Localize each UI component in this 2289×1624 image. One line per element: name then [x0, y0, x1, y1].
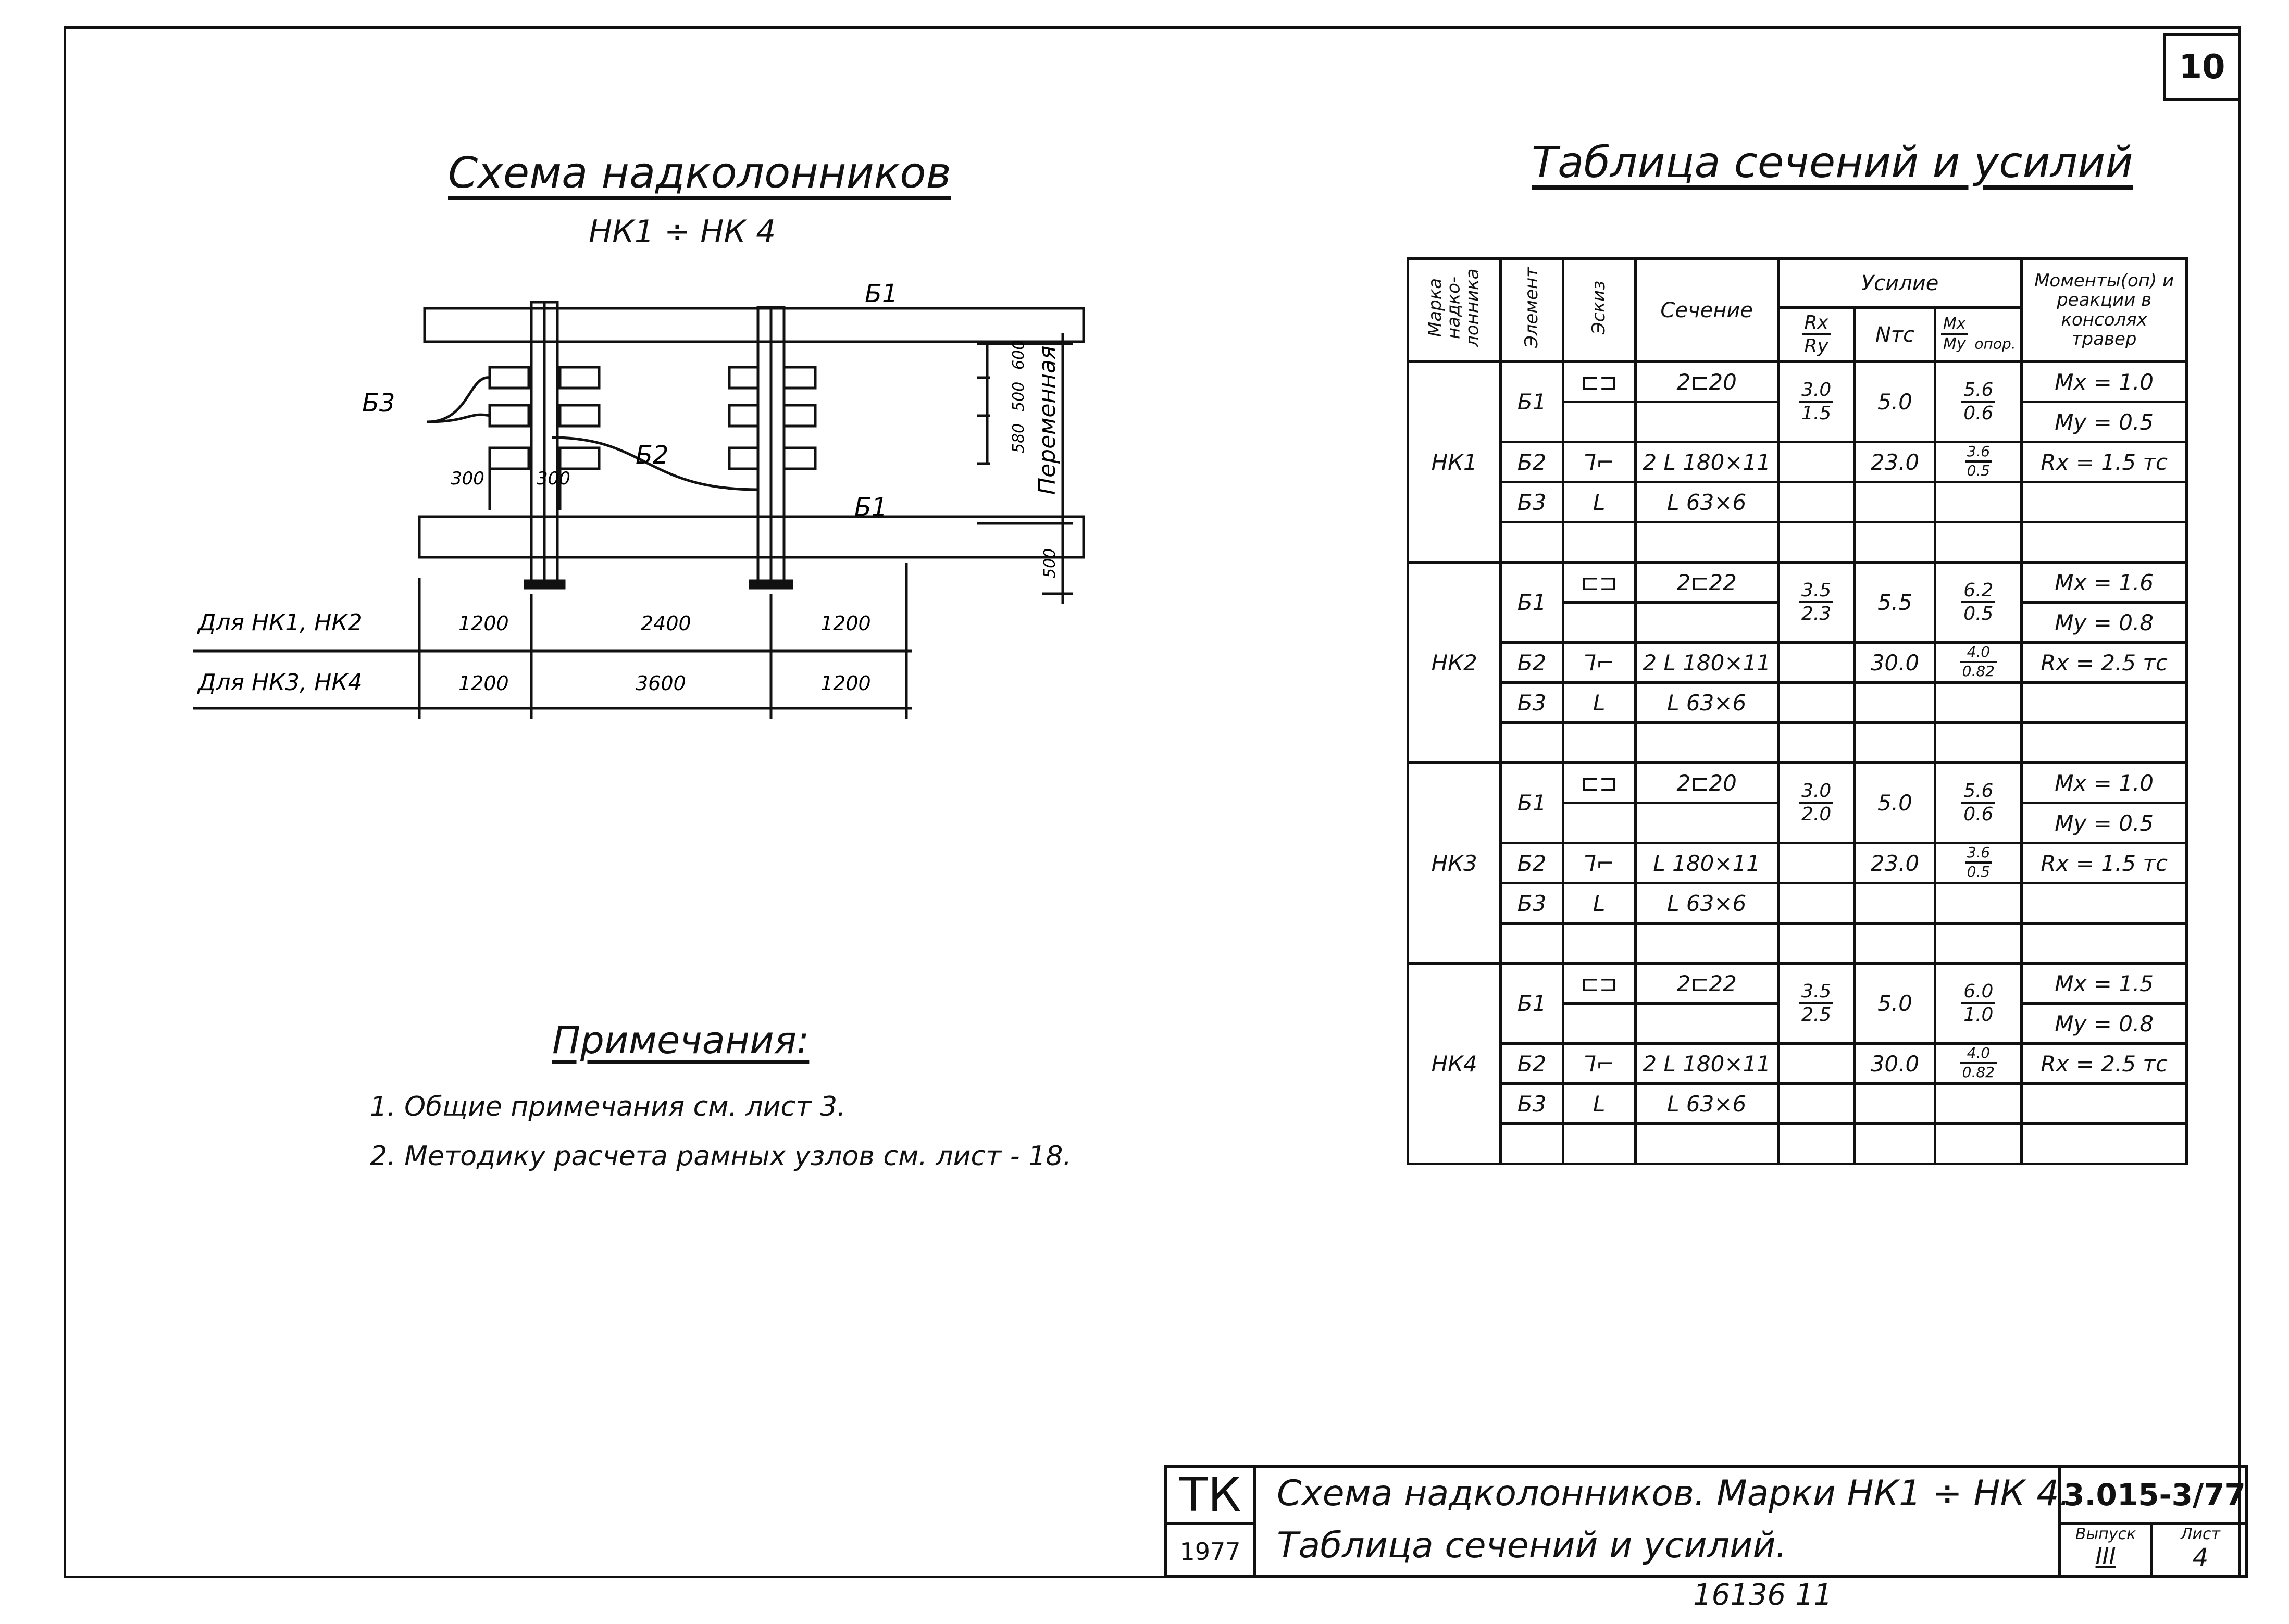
stamp-issue-label: Выпуск	[2075, 1525, 2136, 1543]
th-n: Nтс	[1855, 308, 1935, 362]
nk2-b1-mom1: Mx = 1.6	[2022, 563, 2187, 603]
nk2-b1-n: 5.5	[1855, 563, 1935, 643]
nk1-b3-sec: L 63×6	[1635, 482, 1778, 522]
nk1-b1-sec: 2⊏20	[1635, 362, 1778, 402]
nk1-b1-mom2: My = 0.5	[2022, 402, 2187, 442]
dim-row-1-label: Для НК1, НК2	[198, 609, 363, 636]
nk4-b1-sec: 2⊏22	[1635, 964, 1778, 1004]
nk2-b2-sec: 2 L 180×11	[1635, 643, 1778, 683]
stamp-org: ТК	[1167, 1468, 1256, 1525]
nk2-b2-m: $\frac{4.0}{0.82}$	[1935, 643, 2022, 683]
dim-300-left: 300	[451, 468, 484, 489]
nk1-b2-react: Rx = 1.5 тс	[2022, 442, 2187, 482]
nk3-b3-sec: L 63×6	[1635, 883, 1778, 923]
nk4-b2-m: $\frac{4.0}{0.82}$	[1935, 1044, 2022, 1084]
nk2-b1-r: $\frac{3.5}{2.3}$	[1778, 563, 1855, 643]
label-b1-top: Б1	[865, 279, 898, 308]
nk1-b3-el: Б3	[1501, 482, 1563, 522]
th-mxmy: $\frac{Mx}{My}$ опор.	[1935, 308, 2022, 362]
nk4-b1-mom1: Mx = 1.5	[2022, 964, 2187, 1004]
dim-row-2-c: 1200	[820, 672, 871, 695]
note-1: 1. Общие примечания см. лист 3.	[370, 1091, 846, 1122]
nk4-b1-r: $\frac{3.5}{2.5}$	[1778, 964, 1855, 1044]
nk3-b1-sketch: ⊏⊐	[1563, 763, 1635, 803]
nk1-b1-sketch: ⊏⊐	[1563, 362, 1635, 402]
nk3-b1-n: 5.0	[1855, 763, 1935, 843]
nk3-b2-sec: L 180×11	[1635, 843, 1778, 883]
dim-row-1-b: 2400	[641, 612, 691, 635]
nk4-b1-sketch: ⊏⊐	[1563, 964, 1635, 1004]
nk1-b2-n: 23.0	[1855, 442, 1935, 482]
dim-500: 500	[1010, 381, 1028, 411]
nk4-b1-mom2: My = 0.8	[2022, 1004, 2187, 1044]
footer-number: 16136 11	[1693, 1578, 1833, 1612]
th-mark: Марка надко- лонника	[1408, 259, 1501, 362]
label-b3: Б3	[362, 389, 395, 418]
nk4-b3-sketch: L	[1563, 1084, 1635, 1124]
nk1-b1-n: 5.0	[1855, 362, 1935, 442]
nk3-b2-sketch: ⅂⌐	[1563, 843, 1635, 883]
th-moments: Моменты(оп) и реакции в консолях травер	[2022, 259, 2187, 362]
dim-580: 580	[1010, 423, 1028, 453]
th-element: Элемент	[1501, 259, 1563, 362]
stamp-sheet-label: Лист	[2180, 1525, 2221, 1543]
nk1-b2-m: $\frac{3.6}{0.5}$	[1935, 442, 2022, 482]
nk2-b3-sketch: L	[1563, 683, 1635, 723]
dim-row-1-a: 1200	[458, 612, 509, 635]
nk2-b3-el: Б3	[1501, 683, 1563, 723]
nk1-b1-r: $\frac{3.0}{1.5}$	[1778, 362, 1855, 442]
nk3-b1-mom2: My = 0.5	[2022, 803, 2187, 843]
nk4-b1-el: Б1	[1501, 964, 1563, 1044]
scheme-subtitle: НК1 ÷ НК 4	[589, 214, 776, 250]
nk4-b2-n: 30.0	[1855, 1044, 1935, 1084]
nk4-b1-n: 5.0	[1855, 964, 1935, 1044]
nk2-b3-sec: L 63×6	[1635, 683, 1778, 723]
title-block	[1164, 1465, 2248, 1578]
nk3-b1-r: $\frac{3.0}{2.0}$	[1778, 763, 1855, 843]
stamp-line-2: Таблица сечений и усилий.	[1277, 1525, 1787, 1566]
nk1-b2-el: Б2	[1501, 442, 1563, 482]
nk4-b3-sec: L 63×6	[1635, 1084, 1778, 1124]
stamp-issue: III	[2095, 1543, 2116, 1570]
nk3-b2-react: Rx = 1.5 тс	[2022, 843, 2187, 883]
nk4-b2-sketch: ⅂⌐	[1563, 1044, 1635, 1084]
scheme-drawing	[177, 271, 1094, 719]
nk2-b2-n: 30.0	[1855, 643, 1935, 683]
nk3-b2-n: 23.0	[1855, 843, 1935, 883]
label-b1-bottom: Б1	[854, 493, 888, 522]
th-rxry: $\frac{Rx}{Ry}$	[1778, 308, 1855, 362]
dim-600: 600	[1010, 340, 1028, 370]
sections-table	[1407, 257, 2188, 1165]
nk1-b1-el: Б1	[1501, 362, 1563, 442]
stamp-sheet: 4	[2192, 1543, 2209, 1572]
nk1-b3-sketch: L	[1563, 482, 1635, 522]
mark-nk2: НК2	[1408, 563, 1501, 763]
scheme-title: Схема надколонников	[448, 148, 951, 198]
nk1-b2-sec: 2 L 180×11	[1635, 442, 1778, 482]
nk3-b1-el: Б1	[1501, 763, 1563, 843]
dim-row-2-b: 3600	[636, 672, 686, 695]
nk3-b3-sketch: L	[1563, 883, 1635, 923]
nk1-b1-mom1: Mx = 1.0	[2022, 362, 2187, 402]
dim-row-1-c: 1200	[820, 612, 871, 635]
nk2-b2-sketch: ⅂⌐	[1563, 643, 1635, 683]
nk4-b3-el: Б3	[1501, 1084, 1563, 1124]
stamp-issue-cell	[2058, 1525, 2153, 1578]
nk1-b1-m: $\frac{5.6}{0.6}$	[1935, 362, 2022, 442]
nk3-b2-m: $\frac{3.6}{0.5}$	[1935, 843, 2022, 883]
note-2: 2. Методику расчета рамных узлов см. лист - 18.	[370, 1141, 1072, 1172]
label-variable: Переменная	[1034, 345, 1061, 495]
stamp-sheet-cell	[2153, 1525, 2248, 1578]
nk3-b2-el: Б2	[1501, 843, 1563, 883]
nk2-b1-mom2: My = 0.8	[2022, 603, 2187, 643]
nk2-b1-m: $\frac{6.2}{0.5}$	[1935, 563, 2022, 643]
nk3-b1-mom1: Mx = 1.0	[2022, 763, 2187, 803]
nk2-b2-react: Rx = 2.5 тс	[2022, 643, 2187, 683]
mark-nk4: НК4	[1408, 964, 1501, 1164]
dim-row-2-a: 1200	[458, 672, 509, 695]
nk4-b2-el: Б2	[1501, 1044, 1563, 1084]
th-section: Сечение	[1635, 259, 1778, 362]
table-title: Таблица сечений и усилий	[1532, 138, 2133, 188]
nk3-b1-sec: 2⊏20	[1635, 763, 1778, 803]
notes-title: Примечания:	[552, 1018, 810, 1062]
stamp-year: 1977	[1167, 1525, 1256, 1578]
nk2-b1-el: Б1	[1501, 563, 1563, 643]
dim-500-bottom: 500	[1041, 548, 1059, 578]
th-sketch: Эскиз	[1563, 259, 1635, 362]
nk4-b2-react: Rx = 2.5 тс	[2022, 1044, 2187, 1084]
nk3-b1-m: $\frac{5.6}{0.6}$	[1935, 763, 2022, 843]
mark-nk3: НК3	[1408, 763, 1501, 964]
nk3-b3-el: Б3	[1501, 883, 1563, 923]
nk2-b2-el: Б2	[1501, 643, 1563, 683]
nk2-b1-sec: 2⊏22	[1635, 563, 1778, 603]
stamp-code: 3.015-3/77	[2058, 1468, 2248, 1525]
nk2-b1-sketch: ⊏⊐	[1563, 563, 1635, 603]
beam-b1-top	[425, 308, 1084, 342]
mark-nk1: НК1	[1408, 362, 1501, 563]
th-force: Усилие	[1778, 259, 2021, 308]
dim-300-right: 300	[537, 468, 570, 489]
nk4-b2-sec: 2 L 180×11	[1635, 1044, 1778, 1084]
sheet-number: 10	[2163, 33, 2241, 101]
nk4-b1-m: $\frac{6.0}{1.0}$	[1935, 964, 2022, 1044]
nk1-b2-sketch: ⅂⌐	[1563, 442, 1635, 482]
label-b2: Б2	[636, 441, 669, 470]
dim-row-2-label: Для НК3, НК4	[198, 669, 363, 696]
stamp-line-1: Схема надколонников. Марки НК1 ÷ НК 4.	[1277, 1473, 2071, 1514]
